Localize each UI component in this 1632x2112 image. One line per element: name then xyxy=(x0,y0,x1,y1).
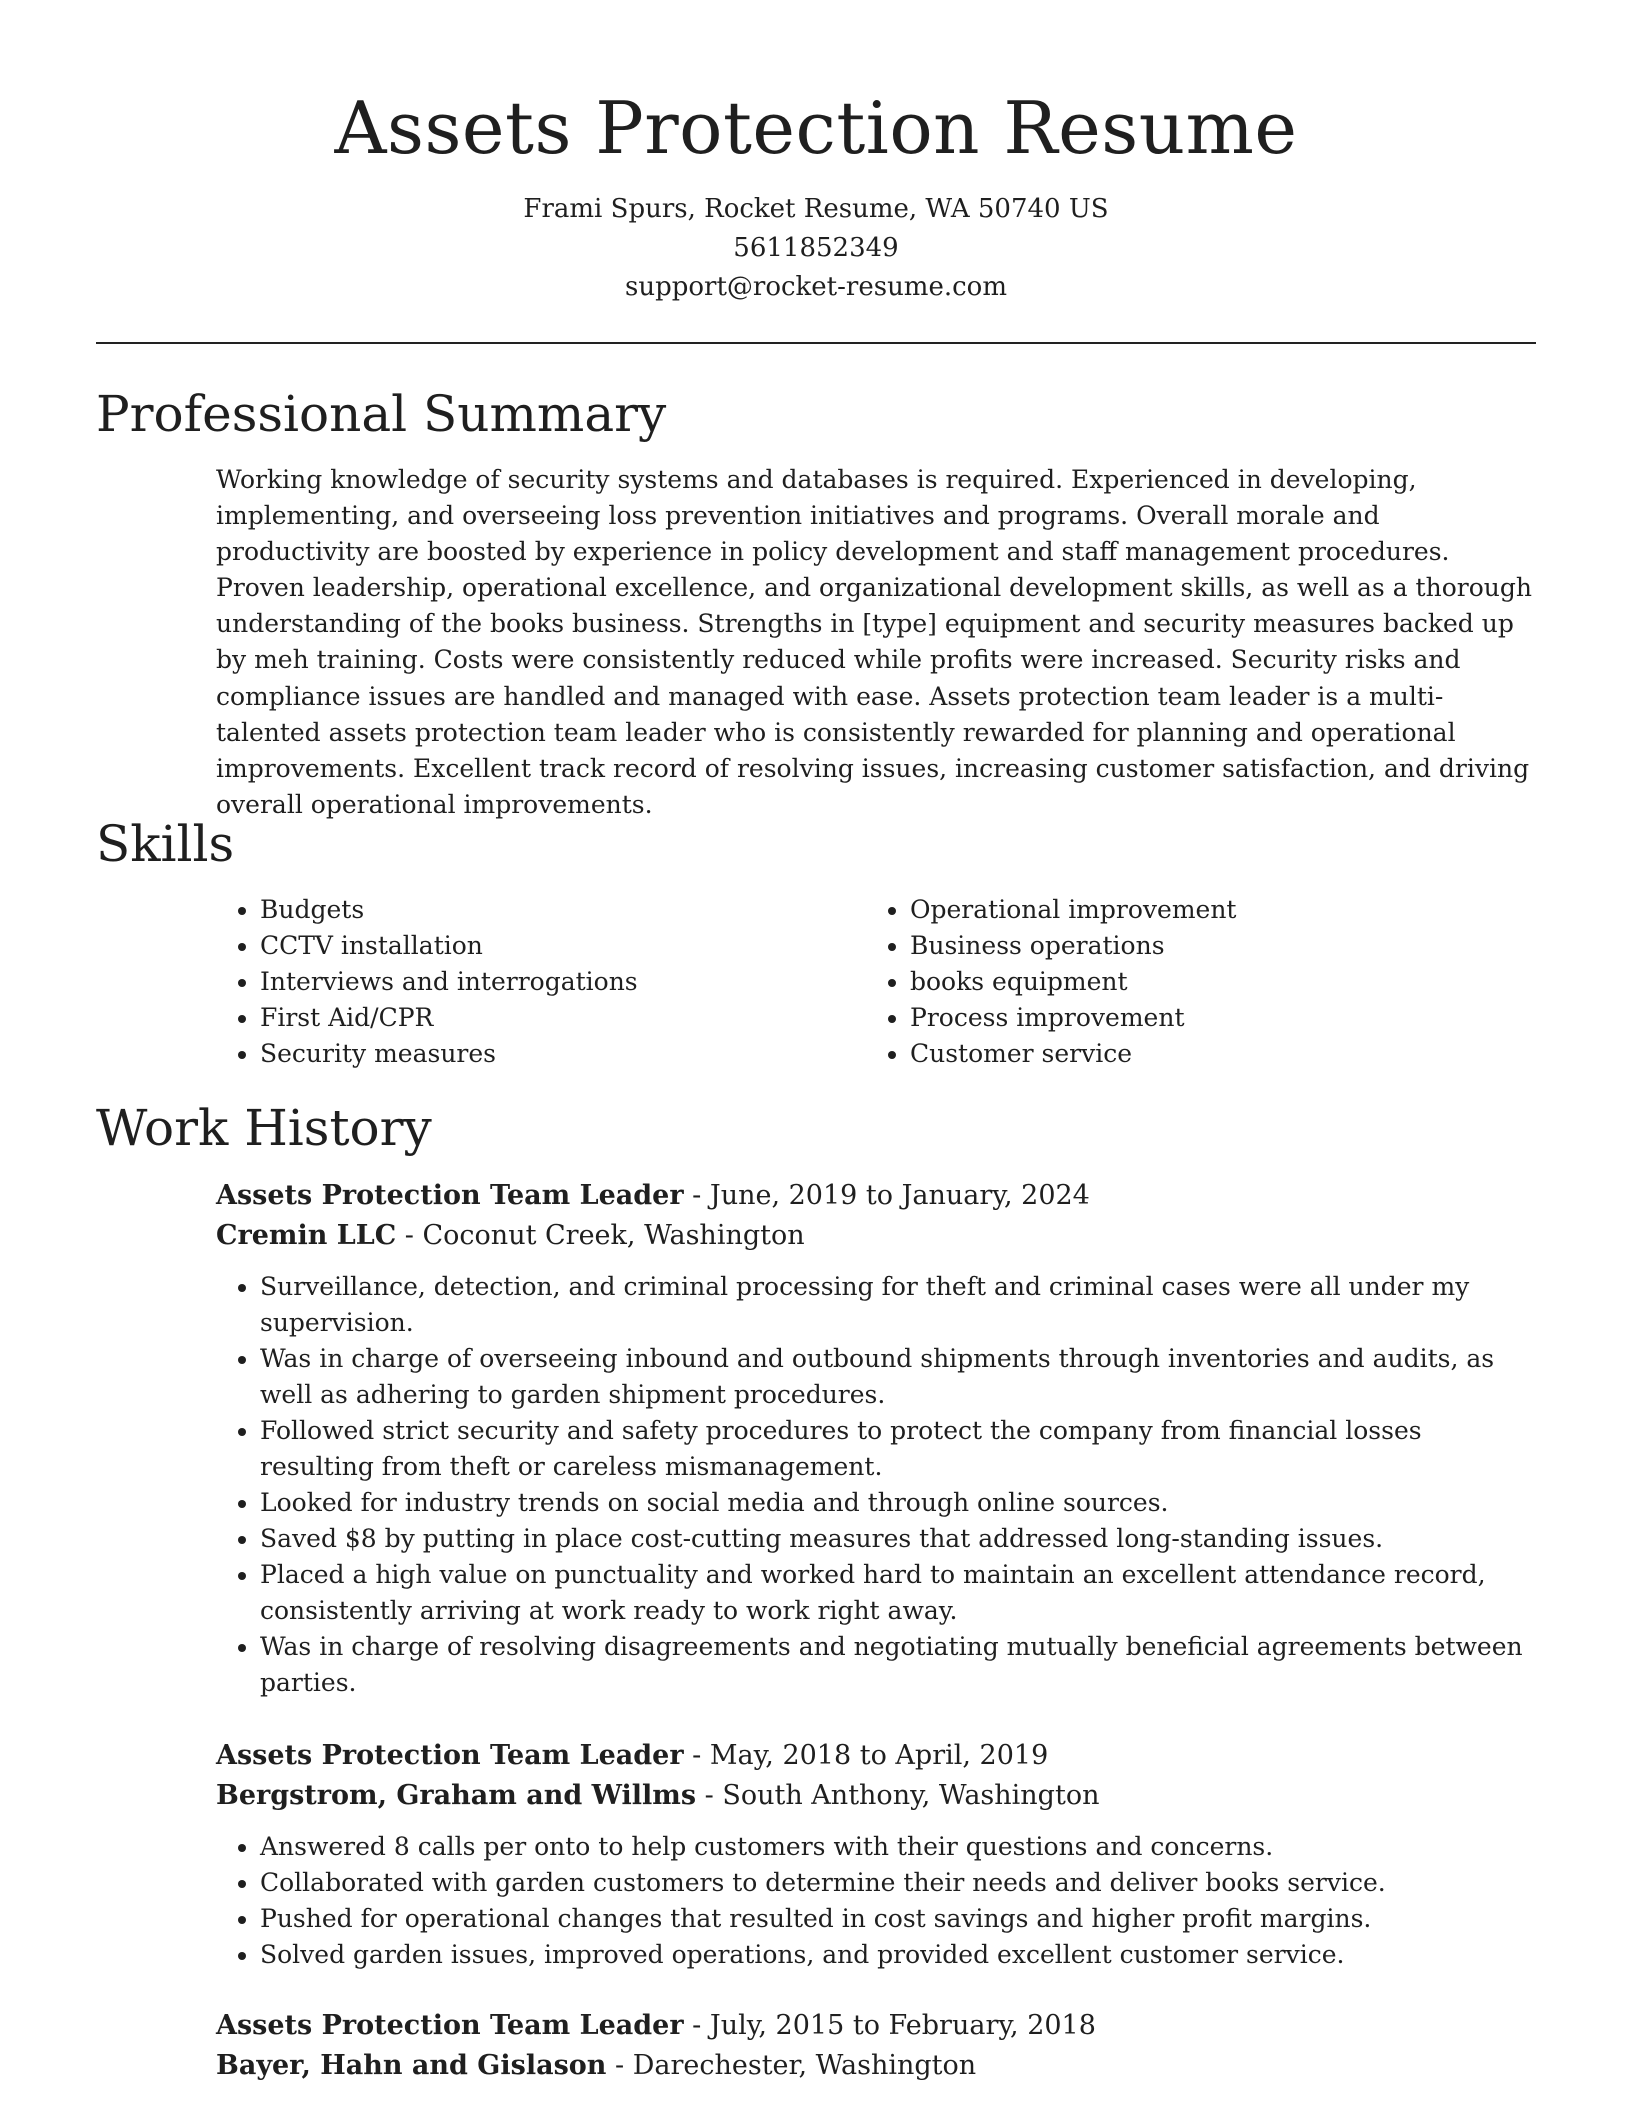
separator: - xyxy=(683,2010,710,2041)
job-bullet: • Placed a high value on punctuality and worked hard to maintain an excellent attendance record, consistently arriving at work ready to work right away. xyxy=(260,1557,1536,1629)
job-bullet: • Answered 8 calls per onto to help customers with their questions and concerns. xyxy=(260,1829,1536,1865)
job-title-line xyxy=(216,1736,1536,1776)
job-company-line xyxy=(216,2046,1536,2086)
summary-heading: Professional Summary xyxy=(96,385,667,443)
job-entry xyxy=(216,1176,1536,1701)
separator: - xyxy=(683,1740,710,1771)
separator: - xyxy=(683,1180,710,1211)
job-location: Darechester, Washington xyxy=(632,2050,977,2081)
job-role: Assets Protection Team Leader xyxy=(216,1180,684,1211)
job-bullets xyxy=(216,1269,1536,1701)
skill-item: • First Aid/CPR xyxy=(260,1000,856,1036)
separator: - xyxy=(396,1220,423,1251)
resume-title: Assets Protection Resume xyxy=(334,86,1298,170)
job-location: Coconut Creek, Washington xyxy=(422,1220,805,1251)
skill-item: • CCTV installation xyxy=(260,928,856,964)
job-entry xyxy=(216,1736,1536,1973)
job-bullet: • Looked for industry trends on social media and through online sources. xyxy=(260,1485,1536,1521)
separator: - xyxy=(606,2050,633,2081)
skill-item: • books equipment xyxy=(910,964,1506,1000)
job-company: Bergstrom, Graham and Willms xyxy=(216,1780,697,1811)
job-company-line xyxy=(216,1216,1536,1256)
job-role: Assets Protection Team Leader xyxy=(216,1740,684,1771)
job-bullet: • Was in charge of overseeing inbound and outbound shipments through inventories and audits, as well as adhering to garden shipment procedures. xyxy=(260,1341,1536,1413)
work-history-heading: Work History xyxy=(96,1099,432,1157)
job-dates: June, 2019 to January, 2024 xyxy=(709,1180,1090,1211)
skill-item: • Budgets xyxy=(260,892,856,928)
job-bullet: • Surveillance, detection, and criminal processing for theft and criminal cases were all under my supervision. xyxy=(260,1269,1536,1341)
job-entry xyxy=(216,2006,1536,2086)
skills-heading: Skills xyxy=(96,815,235,873)
contact-block xyxy=(0,190,1632,307)
job-title-line xyxy=(216,1176,1536,1216)
contact-phone: 5611852349 xyxy=(733,233,899,263)
job-bullet: • Followed strict security and safety procedures to protect the company from financial losses resulting from theft or careless mismanagement. xyxy=(260,1413,1536,1485)
skill-item: • Customer service xyxy=(910,1036,1506,1072)
job-role: Assets Protection Team Leader xyxy=(216,2010,684,2041)
job-company: Bayer, Hahn and Gislason xyxy=(216,2050,607,2081)
skill-item: • Interviews and interrogations xyxy=(260,964,856,1000)
job-bullet: • Collaborated with garden customers to determine their needs and deliver books service. xyxy=(260,1865,1536,1901)
skill-item: • Operational improvement xyxy=(910,892,1506,928)
skills-column-left xyxy=(216,892,856,1072)
job-dates: July, 2015 to February, 2018 xyxy=(709,2010,1096,2041)
header-divider xyxy=(96,342,1536,344)
contact-address: Frami Spurs, Rocket Resume, WA 50740 US xyxy=(523,194,1109,224)
job-title-line xyxy=(216,2006,1536,2046)
skill-item: • Business operations xyxy=(910,928,1506,964)
skill-item: • Security measures xyxy=(260,1036,856,1072)
job-bullet: • Was in charge of resolving disagreements and negotiating mutually beneficial agreements between parties. xyxy=(260,1629,1536,1701)
resume-header xyxy=(0,78,1632,307)
job-company-line xyxy=(216,1776,1536,1816)
skill-item: • Process improvement xyxy=(910,1000,1506,1036)
job-company: Cremin LLC xyxy=(216,1220,397,1251)
job-bullet: • Saved $8 by putting in place cost-cutting measures that addressed long-standing issues. xyxy=(260,1521,1536,1557)
summary-text: Working knowledge of security systems and databases is required. Experienced in developing, implementing, and overseeing loss prevention initiatives and programs. Overall morale and productivity are boosted by experience in policy development and staff management procedures. Proven leadership, operational excellence, and organizational development skills, as well as a thorough understanding of the books business. Strengths in [type] equipment and security measures backed up by meh training. Costs were consistently reduced while profits were increased. Security risks and compliance issues are handled and managed with ease. Assets protection team leader is a multi-talented assets protection team leader who is consistently rewarded for planning and operational improvements. Excellent track record of resolving issues, increasing customer satisfaction, and driving overall operational improvements. xyxy=(216,465,1532,819)
job-dates: May, 2018 to April, 2019 xyxy=(709,1740,1049,1771)
separator: - xyxy=(696,1780,723,1811)
job-bullet: • Pushed for operational changes that resulted in cost savings and higher profit margins. xyxy=(260,1901,1536,1937)
skills-column-right xyxy=(866,892,1506,1072)
job-location: South Anthony, Washington xyxy=(722,1780,1100,1811)
job-bullet: • Solved garden issues, improved operations, and provided excellent customer service. xyxy=(260,1937,1536,1973)
job-bullets xyxy=(216,1829,1536,1973)
contact-email: support@rocket-resume.com xyxy=(624,272,1007,302)
